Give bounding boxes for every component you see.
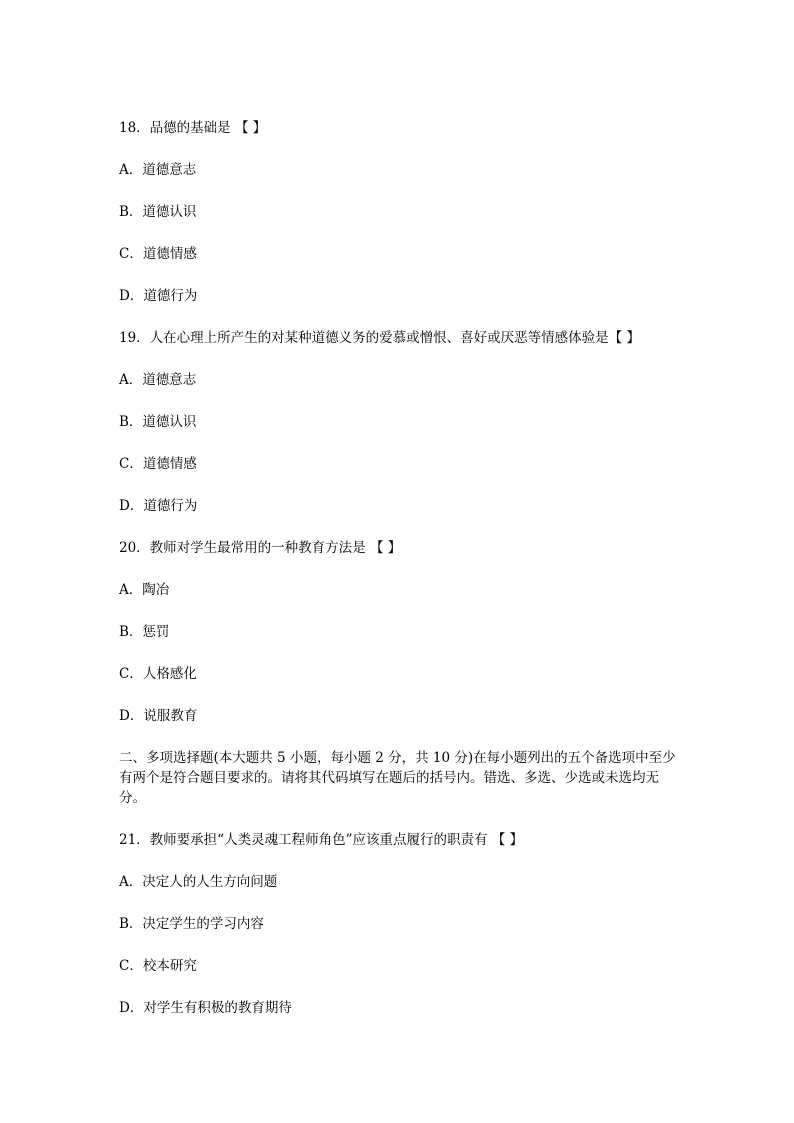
exam-content (119, 118, 679, 1040)
option-c: C．道德情感 (119, 246, 197, 262)
question-stem: 19．人在心理上所产生的对某种道德义务的爱慕或憎恨、喜好或厌恶等情感体验是【 】 (119, 330, 640, 346)
option-b: B．决定学生的学习内容 (119, 916, 264, 932)
question-18 (119, 118, 679, 306)
option-c: C．道德情感 (119, 456, 197, 472)
option-b: B．道德认识 (119, 204, 197, 220)
option-c: C．校本研究 (119, 958, 197, 974)
option-a: A．道德意志 (119, 162, 197, 178)
question-stem: 21．教师要承担“人类灵魂工程师角色”应该重点履行的职责有 【 】 (119, 832, 524, 848)
option-a: A．陶冶 (119, 582, 170, 598)
option-a: A．决定人的人生方向问题 (119, 874, 278, 890)
option-c: C．人格感化 (119, 666, 197, 682)
option-d: D．对学生有积极的教育期待 (119, 1000, 292, 1016)
question-19 (119, 328, 679, 516)
question-21 (119, 830, 679, 1018)
question-stem: 18．品德的基础是 【 】 (119, 120, 267, 136)
option-a: A．道德意志 (119, 372, 197, 388)
option-d: D．道德行为 (119, 498, 198, 514)
option-b: B．道德认识 (119, 414, 197, 430)
question-20 (119, 538, 679, 726)
question-stem: 20．教师对学生最常用的一种教育方法是 【 】 (119, 540, 402, 556)
option-d: D．道德行为 (119, 288, 198, 304)
option-d: D．说服教育 (119, 708, 198, 724)
option-b: B．惩罚 (119, 624, 170, 640)
section-heading: 二、多项选择题(本大题共 5 小题，每小题 2 分，共 10 分)在每小题列出的五个备选项中至少有两个是符合题目要求的。请将其代码填写在题后的括号内。错选、多选、少选或未选均无分。 (119, 750, 676, 806)
